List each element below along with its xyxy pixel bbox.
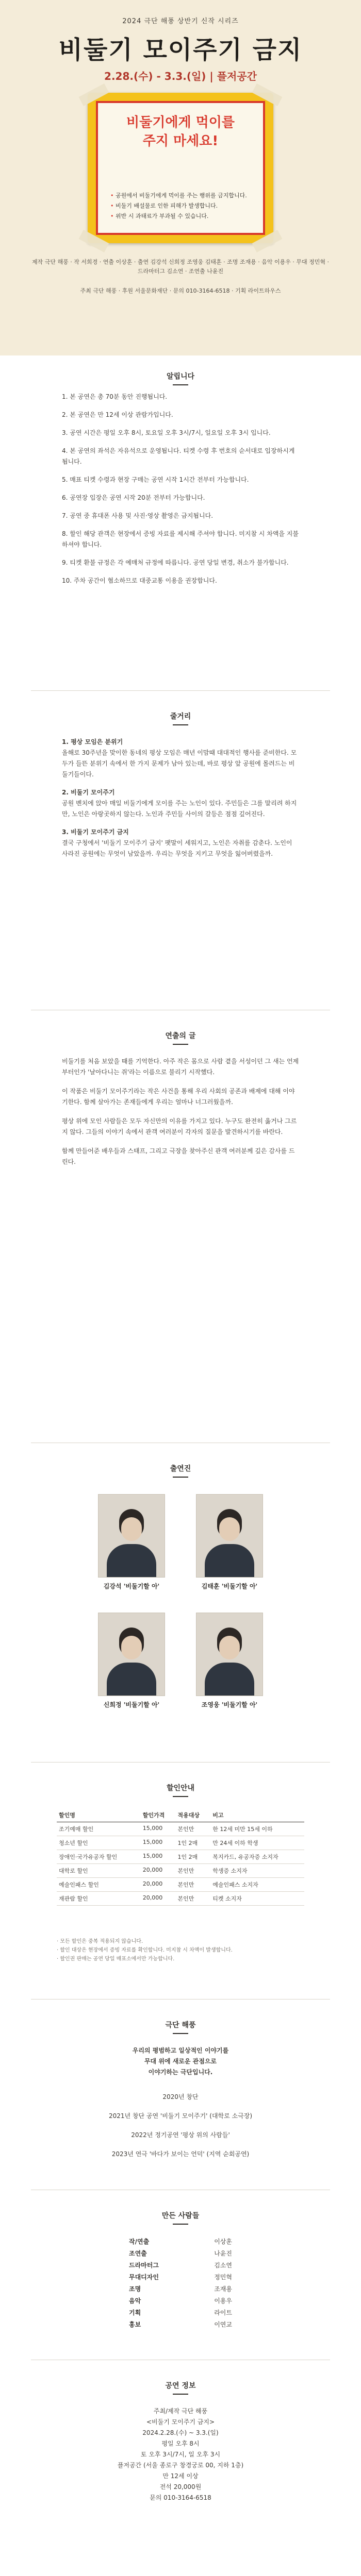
- divider: [31, 690, 330, 691]
- credit-name: 이상훈: [214, 2238, 232, 2245]
- notice-item: 8. 할인 해당 관객은 현장에서 증빙 자료를 제시해 주셔야 합니다. 미지참 시 차액을 지불하셔야 합니다.: [62, 530, 299, 548]
- director-paragraph: 비둘기를 처음 보았을 때를 기억한다. 아주 작은 몸으로 사람 곁을 서성이던 그 새는 언제부터인가 '날아다니는 쥐'라는 이름으로 불리기 시작했다.: [62, 1058, 299, 1076]
- discount-cell: 만 24세 이하 학생: [210, 1836, 304, 1850]
- sign-rule: • 공원에서 비둘기에게 먹이를 주는 행위를 금지합니다.: [110, 191, 251, 201]
- synopsis-part: [62, 737, 299, 780]
- discount-cell: 본인만: [176, 1892, 211, 1906]
- cast-photo: [98, 1494, 165, 1578]
- discount-cell: 본인만: [176, 1878, 211, 1892]
- cast-photo: [196, 1494, 263, 1578]
- poster-caption: 제작 극단 해풍 · 작 서희경 · 연출 이상훈 · 출연 김강석 신희정 조영웅 김태훈 · 조명 조재용 · 음악 이용우 · 무대 정민혁 · 드라마터그 김소연 · 조연출 나윤진: [32, 259, 329, 275]
- poster-top-text: 2024 극단 해풍 상반기 신작 시리즈: [122, 18, 239, 25]
- credit-name: 나윤진: [214, 2250, 232, 2257]
- history-year: 2021년 창단 공연 '비둘기 모이주기' (대학로 소극장): [108, 2112, 253, 2120]
- discount-cell: 대학로 할인: [57, 1864, 141, 1878]
- history-year: 2023년 연극 '바다가 보이는 언덕' (지역 순회공연): [111, 2150, 250, 2158]
- discount-cell: 한 12세 미만 15세 이하: [210, 1822, 304, 1836]
- discount-cell: 본인만: [176, 1822, 211, 1836]
- poster: [0, 0, 361, 355]
- discount-cell: 15,000: [141, 1850, 176, 1864]
- credit-row: [129, 2295, 232, 2307]
- poster-date: 2.28.(수) - 3.3.(일) | 플저공간: [104, 70, 257, 82]
- credit-role: 무대디자인: [129, 2274, 159, 2281]
- credit-row: [129, 2248, 232, 2260]
- cast-name: 김강석 '비둘기할 아': [103, 1583, 160, 1590]
- discount-row: [57, 1892, 304, 1906]
- cast-card: [191, 1494, 268, 1592]
- notice-list: [62, 392, 299, 594]
- director-paragraph: 이 작품은 비둘기 모이주기라는 작은 사건을 통해 우리 사회의 공존과 배제에 대해 이야기한다. 함께 살아가는 존재들에게 우리는 얼마나 너그러웠을까.: [62, 1088, 295, 1106]
- history-intro: [0, 2045, 361, 2078]
- credit-row: [129, 2272, 232, 2283]
- discount-header-row: [57, 1808, 304, 1822]
- synopsis-body: [62, 737, 299, 867]
- synopsis-part: [62, 827, 299, 859]
- discount-cell: 1인 2매: [176, 1850, 211, 1864]
- poster-title: 비둘기 모이주기 금지: [58, 36, 303, 64]
- discount-cell: 20,000: [141, 1864, 176, 1878]
- credit-role: 조연출: [129, 2250, 147, 2257]
- notice-item: 10. 주차 공간이 협소하므로 대중교통 이용을 권장합니다.: [62, 577, 217, 584]
- credit-name: 김소연: [214, 2262, 232, 2269]
- credit-row: [129, 2236, 232, 2248]
- cast-name: 김태훈 '비둘기할 아': [201, 1583, 258, 1590]
- notice-title: 알립니다: [0, 371, 361, 385]
- credit-row: [129, 2319, 232, 2331]
- cast-title: 출연진: [0, 1463, 361, 1478]
- credit-name: 정민혁: [214, 2274, 232, 2281]
- discount-header: 할인가격: [141, 1808, 176, 1822]
- sign-rules: [110, 191, 251, 222]
- info-lines: [0, 2406, 361, 2503]
- cast-card: [93, 1494, 170, 1592]
- discount-row: [57, 1836, 304, 1850]
- history-years: [0, 2092, 361, 2168]
- director-title: 연출의 글: [0, 1030, 361, 1045]
- poster-footer: 주최 극단 해풍 · 후원 서울문화재단 · 문의 010-3164-6518 · 기획 라이트하우스: [80, 287, 281, 294]
- sign-illustration: [88, 93, 273, 243]
- discount-row: [57, 1878, 304, 1892]
- discount-header: 적용대상: [176, 1808, 211, 1822]
- cast-card: [93, 1613, 170, 1710]
- credit-role: 홍보: [129, 2321, 141, 2328]
- discount-header: 할인명: [57, 1808, 141, 1822]
- credit-role: 작/연출: [129, 2238, 150, 2245]
- director-paragraph: 함께 만들어준 배우들과 스태프, 그리고 극장을 찾아주신 관객 여러분께 깊은 감사를 드린다.: [62, 1147, 295, 1165]
- history-intro-line: 이야기하는 극단입니다.: [148, 2069, 213, 2076]
- history-year: 2022년 정기공연 '평상 위의 사람들': [131, 2131, 230, 2139]
- director-body: [62, 1056, 299, 1176]
- synopsis-part-head: 1. 평상 모임은 분위기: [62, 738, 123, 745]
- credit-role: 음악: [129, 2297, 141, 2304]
- credit-name: 이용우: [214, 2297, 232, 2304]
- credit-row: [129, 2283, 232, 2295]
- notice-item: 1. 본 공연은 총 70분 동안 진행됩니다.: [62, 393, 168, 400]
- cast-name: 신희정 '비둘기할 아': [103, 1701, 160, 1708]
- notice-item: 4. 본 공연의 좌석은 자유석으로 운영됩니다. 티켓 수령 후 번호의 순서대로 입장하시게 됩니다.: [62, 447, 295, 465]
- credit-role: 기획: [129, 2309, 141, 2316]
- discount-table: [57, 1808, 304, 1906]
- discount-row: [57, 1864, 304, 1878]
- sign-rule: • 비둘기 배설물로 인한 피해가 발생합니다.: [110, 201, 251, 211]
- sign-main-line-2: 주지 마세요!: [142, 133, 219, 149]
- discount-cell: 예술인패스 소지자: [210, 1878, 304, 1892]
- synopsis-title: 줄거리: [0, 711, 361, 725]
- credit-name: 이연교: [214, 2321, 232, 2328]
- cast-photo: [98, 1613, 165, 1696]
- discount-note: · 할인권 판매는 공연 당일 매표소에서만 가능합니다.: [57, 1956, 175, 1962]
- discount-cell: 청소년 할인: [57, 1836, 141, 1850]
- info-line: 주최/제작 극단 해풍: [153, 2408, 208, 2415]
- credits-title: 만든 사람들: [0, 2210, 361, 2225]
- info-line: <비둘기 모이주기 금지>: [146, 2418, 215, 2426]
- discount-note: · 할인 대상은 현장에서 증빙 자료를 확인합니다. 미지참 시 차액이 발생합니다.: [57, 1947, 233, 1953]
- discount-cell: 장애인·국가유공자 할인: [57, 1850, 141, 1864]
- history-title: 극단 해풍: [0, 2020, 361, 2034]
- credit-name: 라이트: [214, 2309, 232, 2316]
- discount-cell: 재관람 할인: [57, 1892, 141, 1906]
- sign-main-line-1: 비둘기에게 먹이를: [126, 115, 235, 130]
- discount-cell: 15,000: [141, 1836, 176, 1850]
- notice-item: 2. 본 공연은 만 12세 이상 관람가입니다.: [62, 411, 173, 418]
- discount-cell: 20,000: [141, 1878, 176, 1892]
- credit-name: 조재용: [214, 2285, 232, 2293]
- sign-rule: • 위반 시 과태료가 부과될 수 있습니다.: [110, 211, 251, 222]
- director-paragraph: 평상 위에 모인 사람들은 모두 자신만의 이유를 가지고 있다. 누구도 완전히 옳거나 그르지 않다. 그들의 이야기 속에서 관객 여러분이 각자의 질문을 발견하시기를 바란다.: [62, 1117, 297, 1136]
- credits-list: [129, 2236, 232, 2331]
- discount-header: 비고: [210, 1808, 304, 1822]
- credit-row: [129, 2260, 232, 2272]
- info-line: 플저공간 (서울 종로구 창경궁로 00, 지하 1층): [117, 2462, 244, 2469]
- notice-item: 3. 공연 시간은 평일 오후 8시, 토요일 오후 3시/7시, 일요일 오후 3시 입니다.: [62, 429, 271, 436]
- discount-row: [57, 1850, 304, 1864]
- synopsis-part-body: 올해로 30주년을 맞이한 동네의 평상 모임은 매년 이맘때 대대적인 행사를 준비한다. 모두가 들뜬 분위기 속에서 한 가지 문제가 남아 있는데, 바로 평상 앞 공원에 몰려드는 비둘기들이다.: [62, 749, 297, 778]
- cast-name: 조영웅 '비둘기할 아': [201, 1701, 258, 1708]
- info-line: 전석 20,000원: [159, 2483, 202, 2490]
- info-line: 문의 010-3164-6518: [150, 2494, 211, 2501]
- cast-card: [191, 1613, 268, 1710]
- credit-role: 드라마터그: [129, 2262, 159, 2269]
- synopsis-part-body: 공원 벤치에 앉아 매일 비둘기에게 모이를 주는 노인이 있다. 주민들은 그를 말리려 하지만, 노인은 아랑곳하지 않는다. 노인과 주민들 사이의 갈등은 점점 깊어진다.: [62, 800, 297, 818]
- discount-cell: 복지카드, 유공자증 소지자: [210, 1850, 304, 1864]
- credit-row: [129, 2307, 232, 2319]
- discount-cell: 1인 2매: [176, 1836, 211, 1850]
- synopsis-part-body: 결국 구청에서 '비둘기 모이주기 금지' 팻말이 세워지고, 노인은 자취를 감춘다. 노인이 사라진 공원에는 무엇이 남았을까. 우리는 무엇을 지키고 무엇을 잃어버렸을까.: [62, 839, 292, 857]
- discount-row: [57, 1822, 304, 1836]
- cast-photo: [196, 1613, 263, 1696]
- info-line: 평일 오후 8시: [161, 2440, 200, 2447]
- history-intro-line: 우리의 평범하고 일상적인 이야기를: [132, 2047, 229, 2054]
- synopsis-part-head: 2. 비둘기 모이주기: [62, 789, 115, 796]
- notice-item: 6. 공연장 입장은 공연 시작 20분 전부터 가능합니다.: [62, 494, 205, 501]
- synopsis-part: [62, 787, 299, 820]
- discount-cell: 20,000: [141, 1892, 176, 1906]
- discount-note: · 모든 할인은 중복 적용되지 않습니다.: [57, 1939, 143, 1944]
- discount-cell: 학생증 소지자: [210, 1864, 304, 1878]
- discount-cell: 15,000: [141, 1822, 176, 1836]
- notice-item: 7. 공연 중 휴대폰 사용 및 사진·영상 촬영은 금지됩니다.: [62, 512, 214, 519]
- info-line: 만 12세 이상: [162, 2472, 199, 2480]
- discount-cell: 예술인패스 할인: [57, 1878, 141, 1892]
- sign-board: [96, 101, 265, 235]
- info-title: 공연 정보: [0, 2380, 361, 2395]
- notice-item: 9. 티켓 환불 규정은 각 예매처 규정에 따릅니다. 공연 당일 변경, 취소가 불가합니다.: [62, 559, 289, 566]
- discount-title: 할인안내: [0, 1783, 361, 1797]
- info-line: 토 오후 3시/7시, 일 오후 3시: [140, 2451, 221, 2458]
- history-intro-line: 무대 위에 새로운 관점으로: [144, 2058, 217, 2065]
- history-year: 2020년 창단: [162, 2093, 199, 2100]
- synopsis-part-head: 3. 비둘기 모이주기 금지: [62, 828, 129, 836]
- notice-item: 5. 매표 티켓 수령과 현장 구매는 공연 시작 1시간 전부터 가능합니다.: [62, 476, 249, 483]
- discount-notes: [57, 1937, 304, 1963]
- discount-cell: 본인만: [176, 1864, 211, 1878]
- discount-cell: 조기예매 할인: [57, 1822, 141, 1836]
- discount-cell: 티켓 소지자: [210, 1892, 304, 1906]
- credit-role: 조명: [129, 2285, 141, 2293]
- info-line: 2024.2.28.(수) ~ 3.3.(일): [142, 2429, 219, 2436]
